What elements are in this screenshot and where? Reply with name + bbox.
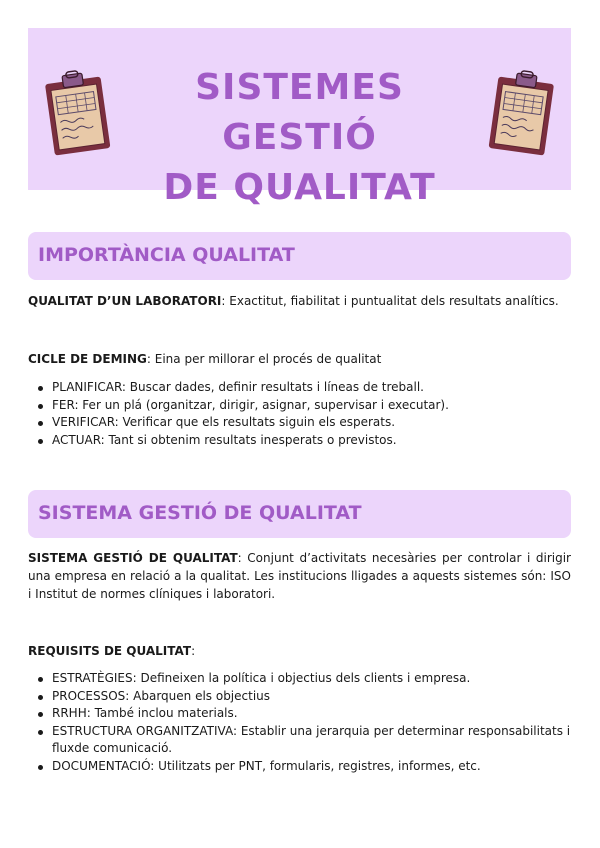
title-line-1: SISTEMES GESTIÓ (195, 67, 404, 158)
term: SISTEMA GESTIÓ DE QUALITAT (28, 551, 238, 565)
list-item: RRHH: També inclou materials. (28, 705, 571, 723)
requisits-list (28, 670, 571, 775)
deming-list (28, 379, 571, 449)
title-banner (28, 28, 571, 208)
definition: : Conjunt d’activitats necesàries per controlar i dirigir una empresa en relació a la qualitat. Les institucions lligades a aquests sistemes són: ISO i Institut de normes clíniques i laboratori. (28, 551, 571, 601)
clipboard-icon (485, 70, 557, 158)
section-header-sistema-gestio (28, 490, 571, 538)
paragraph-sistema-gestio (28, 549, 571, 603)
list-item: ESTRUCTURA ORGANITZATIVA: Establir una jerarquia per determinar responsabilitats i fluxde comunicació. (28, 723, 571, 758)
definition: : Exactitut, fiabilitat i puntualitat dels resultats analítics. (221, 294, 559, 308)
list-item: PLANIFICAR: Buscar dades, definir resultats i líneas de treball. (28, 379, 571, 397)
paragraph-cicle-deming (28, 350, 571, 368)
term: QUALITAT D’UN LABORATORI (28, 294, 222, 308)
list-item: FER: Fer un plá (organitzar, dirigir, asignar, supervisar i executar). (28, 397, 571, 415)
section-header-importancia (28, 232, 571, 280)
page-title (138, 63, 461, 213)
section-heading: IMPORTÀNCIA QUALITAT (38, 244, 295, 266)
definition: : Eina per millorar el procés de qualitat (146, 352, 382, 366)
title-line-2: DE QUALITAT (163, 167, 436, 208)
clipboard-icon (42, 70, 114, 158)
list-item: VERIFICAR: Verificar que els resultats siguin els esperats. (28, 414, 571, 432)
list-item: ACTUAR: Tant si obtenim resultats inesperats o previstos. (28, 432, 571, 450)
list-item: PROCESSOS: Abarquen els objectius (28, 688, 571, 706)
list-item: ESTRATÈGIES: Defineixen la política i objectius dels clients i empresa. (28, 670, 571, 688)
list-item: DOCUMENTACIÓ: Utilitzats per PNT, formularis, registres, informes, etc. (28, 758, 571, 776)
paragraph-requisits (28, 642, 571, 660)
paragraph-qualitat-laboratori (28, 292, 571, 310)
section-heading: SISTEMA GESTIÓ DE QUALITAT (38, 502, 362, 524)
definition: : (191, 644, 196, 658)
term: REQUISITS DE QUALITAT (28, 644, 192, 658)
term: CICLE DE DEMING (28, 352, 147, 366)
